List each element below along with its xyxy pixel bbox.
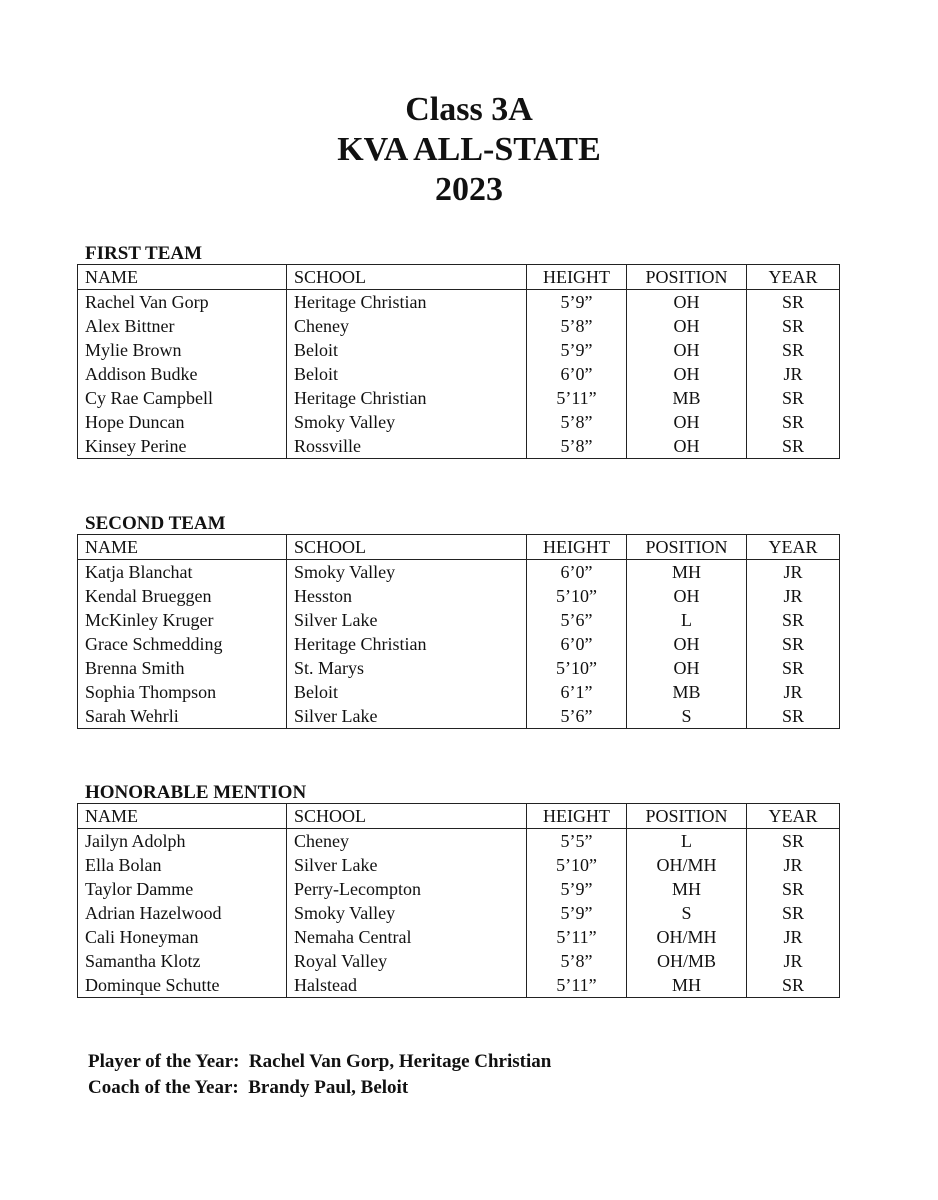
table-row [78, 410, 840, 434]
cell-height: 6’1” [527, 680, 627, 704]
cell-school: Nemaha Central [287, 925, 527, 949]
table-row [78, 680, 840, 704]
table-row [78, 704, 840, 729]
cell-position: OH/MB [627, 949, 747, 973]
column-header-name: NAME [78, 535, 287, 560]
cell-name: Ella Bolan [78, 853, 287, 877]
cell-height: 5’8” [527, 949, 627, 973]
cell-height: 5’9” [527, 901, 627, 925]
column-header-height: HEIGHT [527, 265, 627, 290]
cell-position: MB [627, 386, 747, 410]
table-row [78, 584, 840, 608]
column-header-height: HEIGHT [527, 804, 627, 829]
cell-name: Dominque Schutte [78, 973, 287, 998]
column-header-name: NAME [78, 804, 287, 829]
cell-height: 5’9” [527, 338, 627, 362]
roster-table [77, 534, 840, 729]
roster-table [77, 803, 840, 998]
cell-year: JR [747, 853, 840, 877]
cell-height: 6’0” [527, 560, 627, 585]
cell-position: OH/MH [627, 853, 747, 877]
cell-position: MH [627, 877, 747, 901]
cell-position: OH [627, 290, 747, 315]
section-label: SECOND TEAM [85, 513, 226, 534]
cell-position: MH [627, 973, 747, 998]
cell-school: Silver Lake [287, 853, 527, 877]
cell-year: SR [747, 877, 840, 901]
column-header-year: YEAR [747, 535, 840, 560]
cell-height: 5’11” [527, 973, 627, 998]
column-header-position: POSITION [627, 535, 747, 560]
cell-name: Samantha Klotz [78, 949, 287, 973]
table-row [78, 829, 840, 854]
cell-year: SR [747, 608, 840, 632]
cell-school: Heritage Christian [287, 632, 527, 656]
cell-name: Brenna Smith [78, 656, 287, 680]
cell-year: SR [747, 656, 840, 680]
cell-year: SR [747, 410, 840, 434]
cell-school: Smoky Valley [287, 560, 527, 585]
cell-position: OH [627, 314, 747, 338]
cell-name: Sophia Thompson [78, 680, 287, 704]
cell-school: Cheney [287, 829, 527, 854]
column-header-name: NAME [78, 265, 287, 290]
cell-year: SR [747, 386, 840, 410]
cell-school: Cheney [287, 314, 527, 338]
cell-school: Halstead [287, 973, 527, 998]
title-class: Class 3A [405, 91, 533, 128]
column-header-school: SCHOOL [287, 804, 527, 829]
cell-school: Perry-Lecompton [287, 877, 527, 901]
cell-school: Smoky Valley [287, 901, 527, 925]
cell-school: Silver Lake [287, 608, 527, 632]
header-row [78, 535, 840, 560]
cell-height: 5’10” [527, 584, 627, 608]
table-row [78, 560, 840, 585]
cell-name: Adrian Hazelwood [78, 901, 287, 925]
cell-position: OH [627, 410, 747, 434]
cell-year: JR [747, 680, 840, 704]
cell-name: Kinsey Perine [78, 434, 287, 459]
cell-name: Kendal Brueggen [78, 584, 287, 608]
column-header-year: YEAR [747, 265, 840, 290]
table-row [78, 386, 840, 410]
cell-year: JR [747, 362, 840, 386]
cell-height: 5’6” [527, 704, 627, 729]
cell-position: OH [627, 656, 747, 680]
table-row [78, 901, 840, 925]
cell-position: OH/MH [627, 925, 747, 949]
cell-school: St. Marys [287, 656, 527, 680]
cell-name: Alex Bittner [78, 314, 287, 338]
table-row [78, 925, 840, 949]
cell-position: OH [627, 584, 747, 608]
cell-name: Addison Budke [78, 362, 287, 386]
cell-school: Heritage Christian [287, 386, 527, 410]
coach-of-the-year: Coach of the Year: Brandy Paul, Beloit [88, 1077, 409, 1098]
second-team-section [77, 514, 839, 729]
table-row [78, 973, 840, 998]
cell-position: OH [627, 338, 747, 362]
header-row [78, 804, 840, 829]
player-of-the-year: Player of the Year: Rachel Van Gorp, Heritage Christian [88, 1051, 552, 1072]
cell-height: 5’10” [527, 656, 627, 680]
table-row [78, 853, 840, 877]
cell-position: L [627, 608, 747, 632]
cell-height: 5’9” [527, 290, 627, 315]
cell-name: Katja Blanchat [78, 560, 287, 585]
header-row [78, 265, 840, 290]
cell-height: 5’10” [527, 853, 627, 877]
cell-height: 5’11” [527, 925, 627, 949]
cell-school: Smoky Valley [287, 410, 527, 434]
cell-school: Beloit [287, 680, 527, 704]
cell-year: SR [747, 338, 840, 362]
table-row [78, 434, 840, 459]
cell-school: Royal Valley [287, 949, 527, 973]
cell-position: OH [627, 632, 747, 656]
section-label: FIRST TEAM [85, 243, 203, 264]
title-kva-all-state: KVA ALL-STATE [337, 131, 601, 168]
table-row [78, 314, 840, 338]
cell-name: Rachel Van Gorp [78, 290, 287, 315]
cell-position: OH [627, 434, 747, 459]
cell-year: JR [747, 584, 840, 608]
cell-school: Beloit [287, 338, 527, 362]
cell-school: Silver Lake [287, 704, 527, 729]
cell-year: SR [747, 973, 840, 998]
column-header-position: POSITION [627, 804, 747, 829]
awards [88, 1049, 551, 1101]
cell-height: 5’8” [527, 434, 627, 459]
cell-school: Beloit [287, 362, 527, 386]
cell-name: McKinley Kruger [78, 608, 287, 632]
cell-year: SR [747, 434, 840, 459]
cell-position: MH [627, 560, 747, 585]
cell-name: Taylor Damme [78, 877, 287, 901]
table-row [78, 877, 840, 901]
cell-school: Hesston [287, 584, 527, 608]
column-header-year: YEAR [747, 804, 840, 829]
first-team-section [77, 244, 839, 459]
column-header-position: POSITION [627, 265, 747, 290]
title-year: 2023 [435, 171, 503, 208]
cell-height: 5’9” [527, 877, 627, 901]
document-title [0, 90, 938, 210]
cell-year: SR [747, 290, 840, 315]
cell-year: SR [747, 901, 840, 925]
cell-height: 5’6” [527, 608, 627, 632]
cell-school: Heritage Christian [287, 290, 527, 315]
cell-name: Grace Schmedding [78, 632, 287, 656]
table-row [78, 290, 840, 315]
section-label: HONORABLE MENTION [85, 782, 307, 803]
cell-name: Mylie Brown [78, 338, 287, 362]
cell-school: Rossville [287, 434, 527, 459]
column-header-school: SCHOOL [287, 265, 527, 290]
cell-name: Hope Duncan [78, 410, 287, 434]
table-row [78, 362, 840, 386]
column-header-height: HEIGHT [527, 535, 627, 560]
honorable-mention-section [77, 783, 839, 998]
table-row [78, 632, 840, 656]
cell-year: JR [747, 925, 840, 949]
cell-name: Jailyn Adolph [78, 829, 287, 854]
cell-position: S [627, 901, 747, 925]
cell-year: SR [747, 632, 840, 656]
cell-year: SR [747, 829, 840, 854]
table-row [78, 656, 840, 680]
cell-year: SR [747, 314, 840, 338]
cell-position: OH [627, 362, 747, 386]
cell-height: 5’11” [527, 386, 627, 410]
roster-table [77, 264, 840, 459]
cell-name: Cy Rae Campbell [78, 386, 287, 410]
cell-height: 5’5” [527, 829, 627, 854]
cell-year: JR [747, 560, 840, 585]
cell-height: 5’8” [527, 314, 627, 338]
table-row [78, 338, 840, 362]
cell-position: MB [627, 680, 747, 704]
cell-position: L [627, 829, 747, 854]
cell-name: Cali Honeyman [78, 925, 287, 949]
column-header-school: SCHOOL [287, 535, 527, 560]
cell-height: 6’0” [527, 632, 627, 656]
cell-height: 5’8” [527, 410, 627, 434]
cell-year: JR [747, 949, 840, 973]
cell-position: S [627, 704, 747, 729]
table-row [78, 949, 840, 973]
cell-name: Sarah Wehrli [78, 704, 287, 729]
cell-height: 6’0” [527, 362, 627, 386]
cell-year: SR [747, 704, 840, 729]
table-row [78, 608, 840, 632]
